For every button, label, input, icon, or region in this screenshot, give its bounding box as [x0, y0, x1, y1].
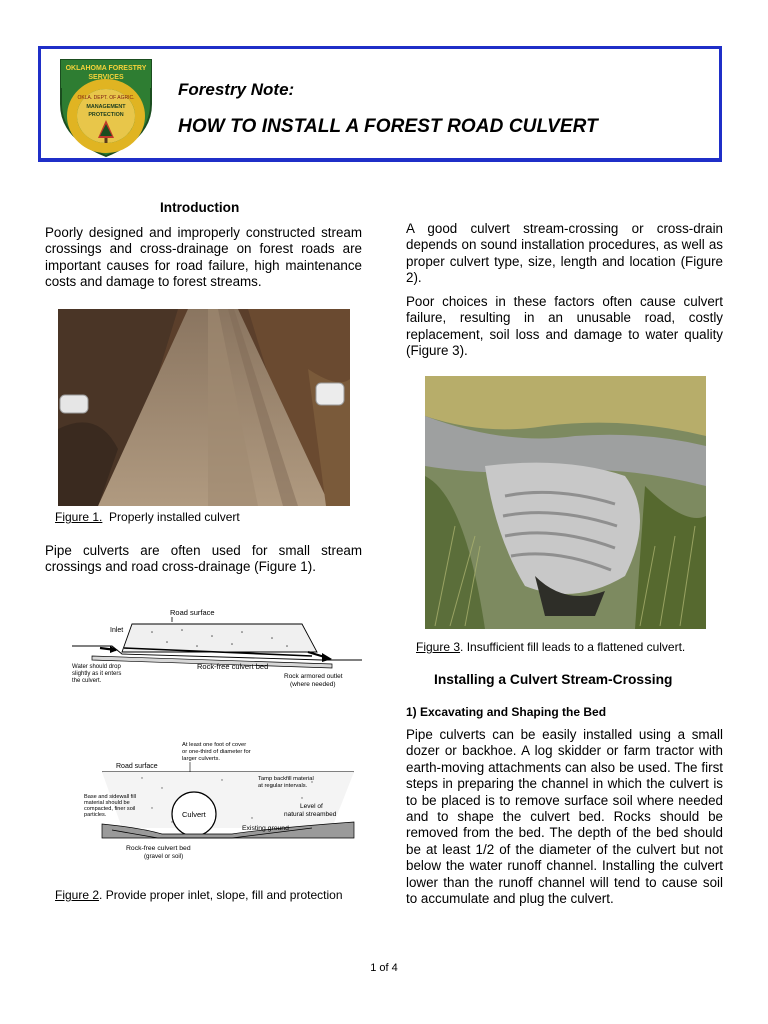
fig2a-bed-label: Rock-free culvert bed	[197, 662, 269, 671]
forestry-note-label: Forestry Note:	[178, 80, 295, 99]
figure2-cross-section-diagram	[82, 738, 362, 874]
figure1-label: Figure 1.	[55, 510, 103, 524]
figure2-side-view-diagram	[72, 602, 362, 694]
fig2a-inlet-label: Inlet	[110, 627, 124, 634]
svg-text:larger culverts.: larger culverts.	[182, 756, 221, 762]
excavating-paragraph: Pipe culverts can be easily installed using a small dozer or backhoe. A log skidder or farm tractor with earth-moving attachments can also be used. The first steps in preparing the channel in which the culvert is to be placed is to remove surface soil where needed and to shape the culvert bed. Rocks should be removed from the bed. The depth of the bed should be at least 1/2 of the diameter of the culvert but not below the water runoff channel. Installing the culvert lower than the runoff channel will tend to cause soil to accumulate and plug the culvert.	[406, 727, 723, 907]
figure3-caption	[416, 640, 685, 654]
page-number: 1 of 4	[370, 962, 398, 974]
svg-text:the culvert.: the culvert.	[72, 678, 102, 684]
figure2-caption	[55, 888, 343, 902]
fig2b-cover-label: At least one foot of cover	[182, 742, 247, 748]
logo-inner-text-1: MANAGEMENT	[86, 104, 126, 110]
installing-heading: Installing a Culvert Stream-Crossing	[434, 672, 673, 687]
fig2a-outlet-label: Rock armored outlet	[284, 673, 343, 680]
svg-text:(gravel or soil): (gravel or soil)	[144, 853, 184, 860]
logo-top-text-2: SERVICES	[88, 74, 124, 81]
oklahoma-forestry-services-logo	[58, 58, 154, 158]
svg-text:at regular intervals.: at regular intervals.	[258, 783, 308, 789]
figure3-flattened-culvert-photo	[425, 376, 706, 629]
figure2-label: Figure 2	[55, 888, 100, 902]
svg-text:particles.: particles.	[84, 812, 107, 818]
pipe-culverts-paragraph: Pipe culverts are often used for small stream crossings and road cross-drainage (Figure 1).	[45, 543, 362, 575]
svg-text:natural streambed: natural streambed	[284, 811, 337, 818]
fig2b-existing-label: Existing ground	[242, 825, 289, 832]
poor-choices-paragraph: Poor choices in these factors often cause culvert failure, resulting in an unusable road, costly replacement, soil loss and damage to water quality (Figure 3).	[406, 294, 723, 359]
fig2a-road-surface-label: Road surface	[170, 608, 215, 617]
fig2b-bed-label: Rock-free culvert bed	[126, 845, 191, 852]
fig2b-culvert-label: Culvert	[182, 810, 206, 819]
fig2b-tamp-label: Tamp backfill material	[258, 776, 314, 782]
logo-ring-text: OKLA. DEPT. OF AGRIC.	[77, 95, 135, 101]
document-title: HOW TO INSTALL A FOREST ROAD CULVERT	[178, 116, 598, 137]
excavating-subheading: 1) Excavating and Shaping the Bed	[406, 705, 607, 719]
figure3-caption-text: . Insufficient fill leads to a flattened culvert.	[460, 640, 686, 654]
fig2b-base-label: Base and sidewall fill	[84, 794, 136, 800]
figure3-label: Figure 3	[416, 640, 461, 654]
fig2b-road-surface-label: Road surface	[116, 763, 158, 770]
svg-text:material should be: material should be	[84, 800, 130, 806]
fig2a-water-drop-label: Water should drop	[72, 664, 121, 670]
fig2b-streambed-label: Level of	[300, 803, 323, 810]
svg-text:or one-third of diameter for: or one-third of diameter for	[182, 749, 251, 755]
svg-text:compacted, finer soil: compacted, finer soil	[84, 806, 136, 812]
logo-top-text-1: OKLAHOMA FORESTRY	[65, 65, 147, 72]
svg-text:slightly as it enters: slightly as it enters	[72, 671, 122, 677]
introduction-heading: Introduction	[160, 200, 240, 215]
logo-inner-text-2: PROTECTION	[88, 112, 124, 118]
introduction-paragraph: Poorly designed and improperly constructed stream crossings and cross-drainage on forest roads are important causes for road failure, high maintenance costs and damage to forest streams.	[45, 225, 362, 290]
figure2-caption-text: . Provide proper inlet, slope, fill and protection	[99, 888, 343, 902]
figure1-culvert-road-photo	[58, 309, 350, 506]
figure1-caption-text: Properly installed culvert	[109, 510, 240, 524]
svg-text:(where needed): (where needed)	[290, 681, 336, 688]
figure1-caption	[55, 510, 240, 524]
good-culvert-paragraph: A good culvert stream-crossing or cross-drain depends on sound installation procedures, as well as proper culvert type, size, length and location (Figure 2).	[406, 221, 723, 286]
